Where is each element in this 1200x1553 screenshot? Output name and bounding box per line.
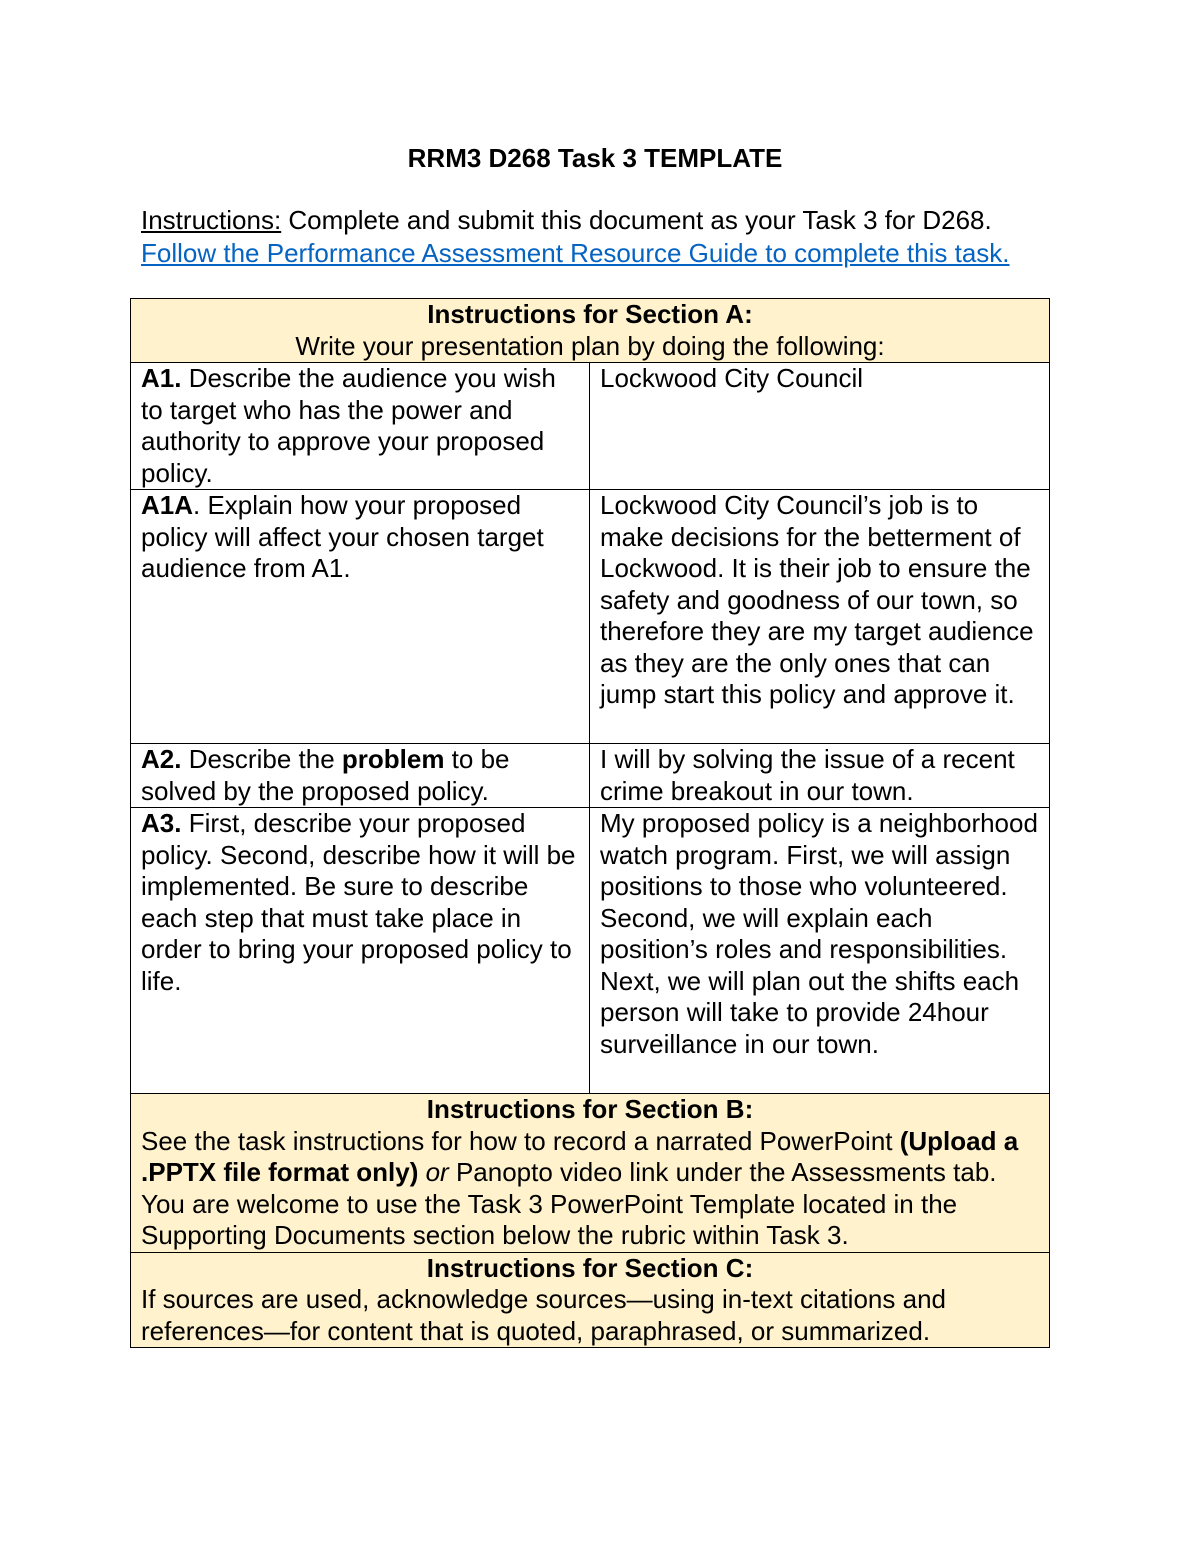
section-b-text-part: See the task instructions for how to record a narrated PowerPoint — [141, 1125, 900, 1156]
section-b-cell — [131, 1094, 1050, 1253]
prompt-text: . Explain how your proposed policy will affect your chosen target audience from A1. — [141, 490, 544, 583]
prompt-text: to be solved by the proposed policy. — [141, 744, 510, 806]
prompt-cell-a3 — [131, 808, 590, 1094]
response-text: Lockwood City Council’s job is to make decisions for the betterment of Lockwood. It is their job to ensure the safety and goodness of our town, so therefore they are my target audience as they are the only ones that can jump start this policy and approve it. — [600, 490, 1034, 709]
table-row — [131, 490, 1050, 744]
instructions-text: Complete and submit this document as your Task 3 for D268. — [281, 205, 992, 235]
prompt-id: A1A — [141, 490, 194, 520]
section-b-or: or — [418, 1157, 449, 1187]
section-a-subheading: Write your presentation plan by doing the following: — [295, 330, 885, 361]
section-a-heading: Instructions for Section A: — [427, 299, 753, 329]
section-b-row — [131, 1094, 1050, 1253]
section-a-header-row — [131, 299, 1050, 363]
prompt-text: Describe the — [181, 744, 342, 774]
resource-guide-link[interactable]: Follow the Performance Assessment Resource Guide to complete this task. — [141, 237, 1010, 268]
section-a-header — [131, 299, 1050, 363]
response-text: I will by solving the issue of a recent crime breakout in our town. — [600, 744, 1015, 806]
section-c-text: If sources are used, acknowledge sources—using in-text citations and references—for content that is quoted, paraphrased, or summarized. — [141, 1284, 946, 1346]
table-row — [131, 808, 1050, 1094]
prompt-cell-a1 — [131, 363, 590, 490]
prompt-cell-a1a — [131, 490, 590, 744]
section-c-heading: Instructions for Section C: — [426, 1252, 754, 1283]
response-cell-a2[interactable] — [590, 744, 1050, 808]
prompt-id: A3. — [141, 808, 182, 838]
instructions-label: Instructions: — [141, 205, 282, 235]
section-c-row — [131, 1252, 1050, 1348]
page-title: RRM3 D268 Task 3 TEMPLATE — [407, 143, 783, 173]
response-cell-a1[interactable] — [590, 363, 1050, 490]
response-cell-a1a[interactable] — [590, 490, 1050, 744]
prompt-text: Describe the audience you wish to target who has the power and authority to approve your proposed policy. — [141, 363, 556, 488]
section-b-heading: Instructions for Section B: — [426, 1094, 754, 1124]
section-b-text-part: Panopto video link under the Assessments tab. You are welcome to use the Task 3 PowerPoint Template located in the Supporting Documents section below the rubric within Task 3. — [141, 1157, 997, 1250]
prompt-id: A1. — [141, 363, 182, 393]
pptx-format-note: (Upload a .PPTX file format only) — [141, 1125, 1019, 1187]
prompt-emphasis: problem — [341, 744, 445, 774]
section-c-cell — [131, 1252, 1050, 1348]
prompt-id: A2. — [141, 744, 182, 774]
prompt-cell-a2 — [131, 744, 590, 808]
prompt-text: First, describe your proposed policy. Second, describe how it will be implemented. Be sure to describe each step that must take place in order to bring your proposed policy to life. — [141, 808, 576, 996]
response-text: Lockwood City Council — [600, 363, 864, 393]
response-text: My proposed policy is a neighborhood watch program. First, we will assign positions to those who volunteered. Second, we will explain each position’s roles and responsibilities. Next, we will plan out the shifts each person will take to provide 24hour surveillance in our town. — [600, 808, 1038, 1059]
table-row — [131, 744, 1050, 808]
table-row — [131, 363, 1050, 490]
task-table — [130, 298, 1050, 1348]
section-b-text — [141, 1126, 1039, 1252]
response-cell-a3[interactable] — [590, 808, 1050, 1094]
instructions-paragraph — [141, 204, 1021, 269]
